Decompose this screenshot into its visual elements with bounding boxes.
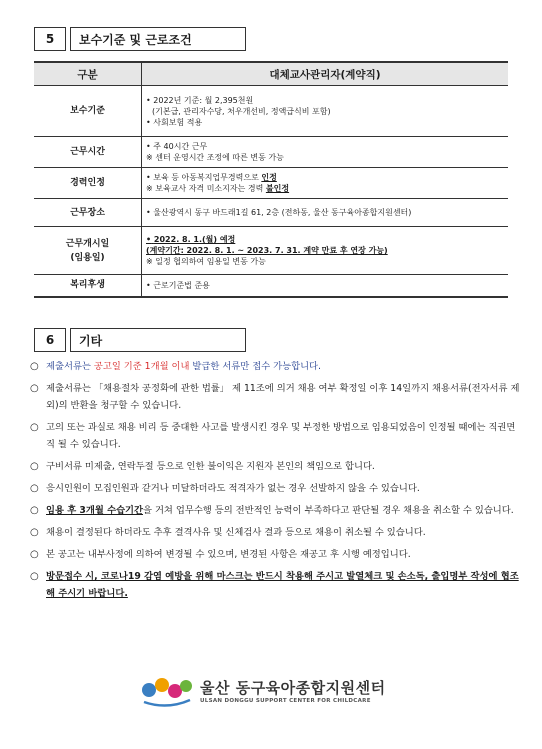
note-item: ○ 응시인원이 모집인원과 같거나 미달하더라도 적격자가 없는 경우 선발하지 않을 수 있습니다.: [30, 480, 520, 497]
section-number: 6: [34, 328, 66, 352]
circle-bullet-icon: ○: [30, 571, 39, 582]
row-label-start: 근무개시일 (임용일): [34, 227, 142, 275]
note-item: ○ 본 공고는 내부사정에 의하여 변경될 수 있으며, 변경된 사항은 재공고 후 시행 예정입니다.: [30, 546, 520, 563]
notes-list: [30, 358, 520, 607]
row-content-career: • 보육 등 아동복지업무경력으로 인정 ※ 보육교사 자격 미소지자는 경력 불인정: [142, 168, 509, 199]
table-header-row: [34, 62, 508, 86]
circle-bullet-icon: ○: [30, 505, 39, 516]
conditions-table: [34, 61, 508, 298]
row-label-pay: 보수기준: [34, 86, 142, 137]
note-item: ○ 제출서류는 「채용절차 공정화에 관한 법률」 제 11조에 의거 채용 여부 확정일 이후 14일까지 채용서류(전자서류 제외)의 반환을 청구할 수 있습니다.: [30, 380, 520, 414]
row-content-place: • 울산광역시 동구 바드래1길 61, 2층 (전하동, 울산 동구육아종합지원센터): [142, 199, 509, 227]
row-content-hours: • 주 40시간 근무 ※ 센터 운영시간 조정에 따른 변동 가능: [142, 137, 509, 168]
row-label-hours: 근무시간: [34, 137, 142, 168]
bullet: •: [146, 95, 151, 105]
footer-logo: [140, 672, 386, 708]
table-row-place: [34, 199, 508, 227]
circle-bullet-icon: ○: [30, 383, 39, 394]
table-row-welfare: [34, 275, 508, 297]
note-item: ○ 임용 후 3개월 수습기간을 거쳐 업무수행 등의 전반적인 능력이 부족하다고 판단될 경우 채용을 취소할 수 있습니다.: [30, 502, 520, 519]
row-label-career: 경력인정: [34, 168, 142, 199]
section-title: 보수기준 및 근로조건: [70, 27, 246, 51]
circle-bullet-icon: ○: [30, 461, 39, 472]
row-label-place: 근무장소: [34, 199, 142, 227]
column-header-category: 구분: [34, 62, 142, 86]
table-row-career: [34, 168, 508, 199]
note-item: ○ 방문접수 시, 코로나19 감염 예방을 위해 마스크는 반드시 착용해 주시고 발열체크 및 손소독, 출입명부 작성에 협조해 주시기 바랍니다.: [30, 568, 520, 602]
note-item: ○ 구비서류 미제출, 연락두절 등으로 인한 불이익은 지원자 본인의 책임으로 합니다.: [30, 458, 520, 475]
circle-bullet-icon: ○: [30, 527, 39, 538]
circle-bullet-icon: ○: [30, 422, 39, 433]
circle-bullet-icon: ○: [30, 361, 39, 372]
center-name: 울산 동구육아종합지원센터: [200, 678, 386, 697]
childcare-center-logo-icon: [140, 672, 194, 708]
note-item: ○ 채용이 결정된다 하더라도 추후 결격사유 및 신체검사 결과 등으로 채용이 취소될 수 있습니다.: [30, 524, 520, 541]
section-5-header: [34, 27, 246, 51]
table-row-hours: [34, 137, 508, 168]
column-header-position: 대체교사관리자(계약직): [142, 62, 509, 86]
row-content-start: • 2022. 8. 1.(월) 예정 (계약기간: 2022. 8. 1. ~ 2023. 7. 31. 계약 만료 후 연장 가능) ※ 일정 협의하여 임용일 변동 가능: [142, 227, 509, 275]
section-number: 5: [34, 27, 66, 51]
circle-bullet-icon: ○: [30, 483, 39, 494]
table-row-start: [34, 227, 508, 275]
circle-bullet-icon: ○: [30, 549, 39, 560]
section-title: 기타: [70, 328, 246, 352]
row-label-welfare: 복리후생: [34, 275, 142, 297]
row-content-welfare: • 근로기준법 준용: [142, 275, 509, 297]
note-item: ○ 제출서류는 공고일 기준 1개월 이내 발급한 서류만 접수 가능합니다.: [30, 358, 520, 375]
note-item: ○ 고의 또는 과실로 채용 비리 등 중대한 사고를 발생시킨 경우 및 부정한 방법으로 임용되었음이 인정될 때에는 직권면직 될 수 있습니다.: [30, 419, 520, 453]
bullet: •: [146, 117, 151, 127]
row-content-pay: • 2022년 기준: 월 2,395천원 (기본급, 관리자수당, 처우개선비, 정액급식비 포함) • 사회보험 적용: [142, 86, 509, 137]
center-english-name: ULSAN DONGGU SUPPORT CENTER FOR CHILDCARE: [200, 697, 371, 704]
section-6-header: [34, 328, 246, 352]
table-row-pay: [34, 86, 508, 137]
